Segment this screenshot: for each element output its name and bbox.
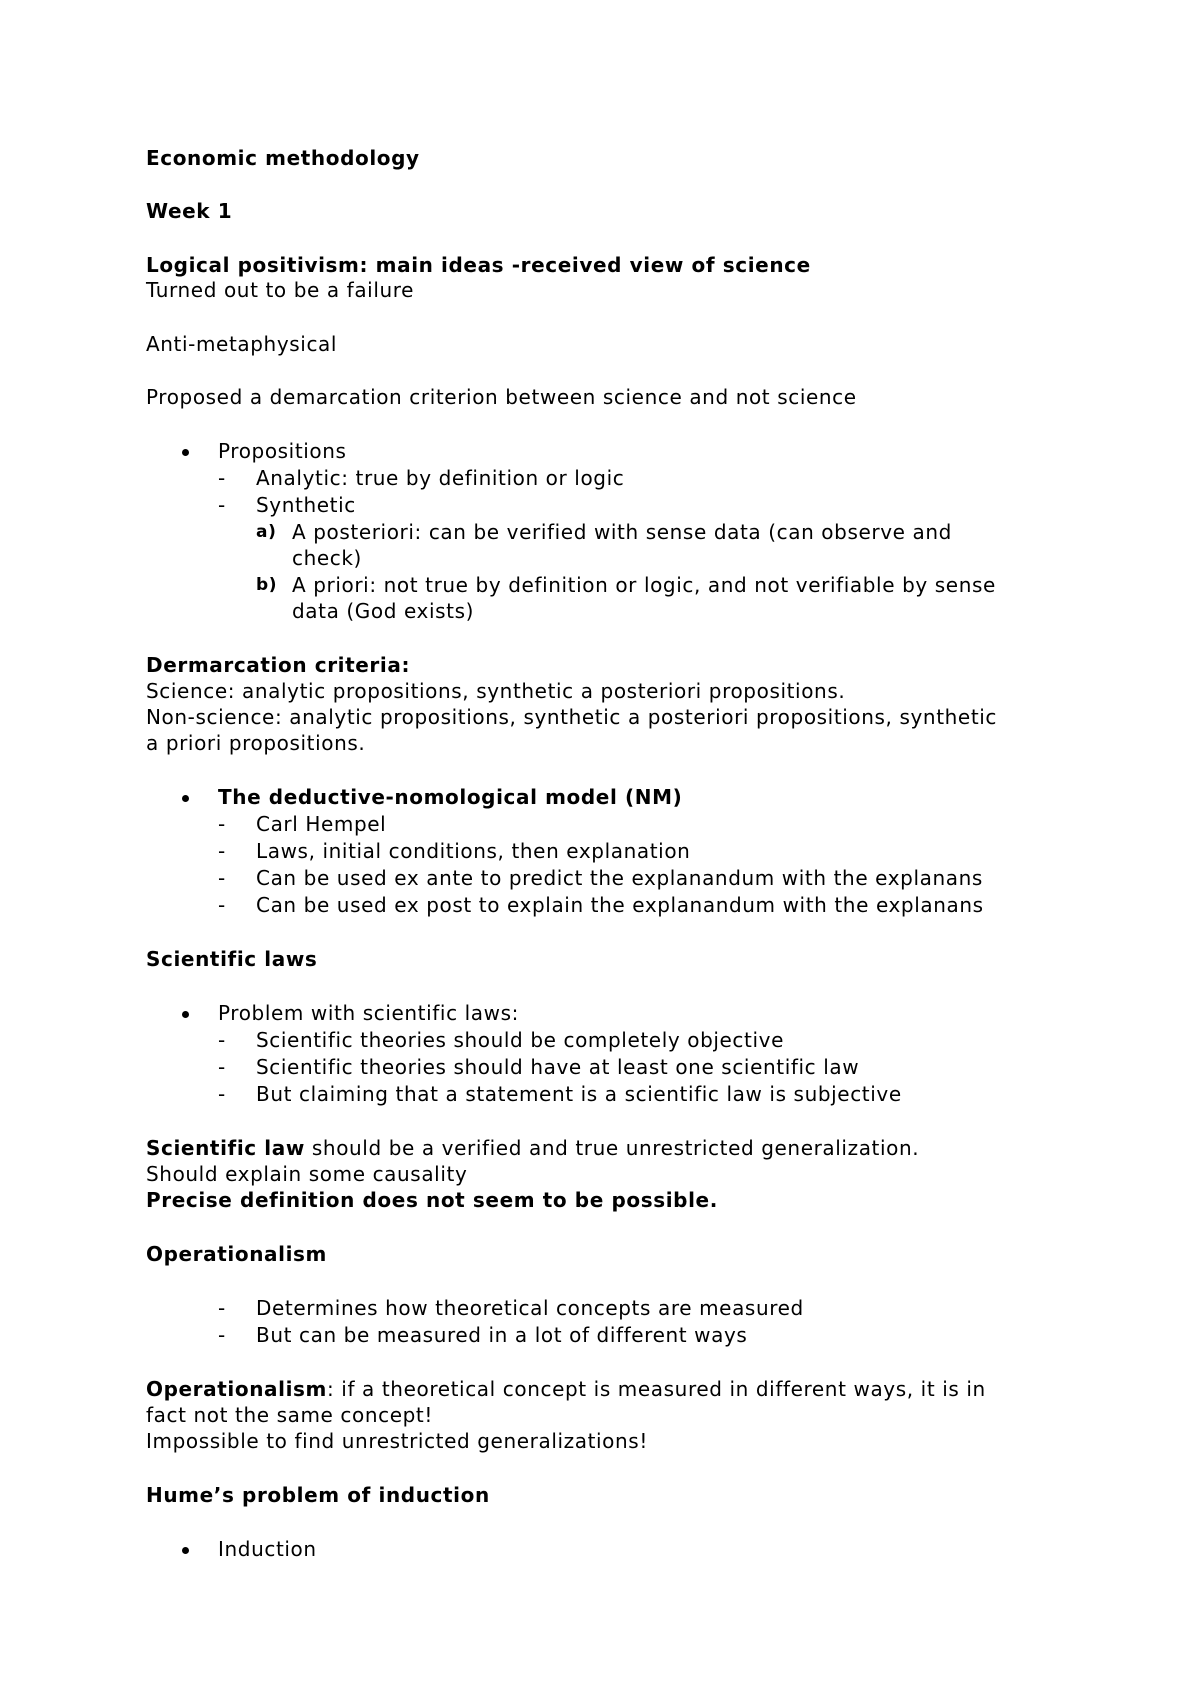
dash-text: Analytic: true by definition or logic xyxy=(256,466,625,490)
dash-text: Laws, initial conditions, then explanation xyxy=(256,839,691,863)
paragraph-text: Science: analytic propositions, synthetic a posteriori propositions. xyxy=(146,679,846,703)
bullet-icon xyxy=(182,1547,189,1554)
dash-icon: - xyxy=(218,812,226,836)
dash-text: But can be measured in a lot of different ways xyxy=(256,1323,748,1347)
lettered-text: A priori: not true by definition or logic, and not verifiable by sense xyxy=(292,573,996,597)
lettered-text: A posteriori: can be verified with sense data (can observe and xyxy=(292,520,952,544)
dash-text: Scientific theories should have at least one scientific law xyxy=(256,1055,860,1079)
paragraph-text: Anti-metaphysical xyxy=(146,332,338,356)
doc-title: Economic methodology xyxy=(146,146,420,170)
paragraph-text: Turned out to be a failure xyxy=(146,278,415,302)
dash-text: Synthetic xyxy=(256,493,356,517)
hume-heading: Hume’s problem of induction xyxy=(146,1483,490,1507)
paragraph-text: Impossible to find unrestricted generalizations! xyxy=(146,1429,648,1453)
definition-text: : if a theoretical concept is measured in different ways, it is in xyxy=(327,1377,986,1401)
letter-marker: b) xyxy=(256,575,278,595)
logical-positivism-heading: Logical positivism: main ideas -received view of science xyxy=(146,253,811,277)
paragraph-text: a priori propositions. xyxy=(146,731,366,755)
definition-term: Operationalism xyxy=(146,1377,327,1401)
dash-text: Determines how theoretical concepts are measured xyxy=(256,1296,804,1320)
bullet-text: Induction xyxy=(218,1537,317,1561)
dash-text: Can be used ex ante to predict the explanandum with the explanans xyxy=(256,866,983,890)
dash-text: But claiming that a statement is a scientific law is subjective xyxy=(256,1082,902,1106)
bullet-icon xyxy=(182,449,189,456)
dash-icon: - xyxy=(218,1028,226,1052)
paragraph-bold: Precise definition does not seem to be possible. xyxy=(146,1188,718,1212)
operationalism-definition xyxy=(146,1376,986,1402)
definition-text: should be a verified and true unrestricted generalization. xyxy=(304,1136,920,1160)
paragraph-text: fact not the same concept! xyxy=(146,1403,433,1427)
dash-text: Scientific theories should be completely objective xyxy=(256,1028,784,1052)
dash-icon: - xyxy=(218,1055,226,1079)
bullet-text: Propositions xyxy=(218,439,347,463)
bullet-icon xyxy=(182,795,189,802)
dash-text: Can be used ex post to explain the explanandum with the explanans xyxy=(256,893,984,917)
lettered-text: data (God exists) xyxy=(292,599,475,623)
dash-icon: - xyxy=(218,1082,226,1106)
scientific-laws-heading: Scientific laws xyxy=(146,947,318,971)
demarcation-heading: Dermarcation criteria: xyxy=(146,653,411,677)
dash-text: Carl Hempel xyxy=(256,812,387,836)
week-heading: Week 1 xyxy=(146,199,233,223)
dash-icon: - xyxy=(218,866,226,890)
dash-icon: - xyxy=(218,493,226,517)
lettered-text: check) xyxy=(292,546,362,570)
bullet-text: The deductive-nomological model (NM) xyxy=(218,785,683,809)
bullet-icon xyxy=(182,1011,189,1018)
dash-icon: - xyxy=(218,839,226,863)
paragraph-text: Proposed a demarcation criterion between science and not science xyxy=(146,385,857,409)
dash-icon: - xyxy=(218,1296,226,1320)
dash-icon: - xyxy=(218,893,226,917)
dash-icon: - xyxy=(218,1323,226,1347)
letter-marker: a) xyxy=(256,522,277,542)
paragraph-text: Non-science: analytic propositions, synthetic a posteriori propositions, synthetic xyxy=(146,705,998,729)
definition-term: Scientific law xyxy=(146,1136,305,1160)
operationalism-heading: Operationalism xyxy=(146,1242,327,1266)
bullet-text: Problem with scientific laws: xyxy=(218,1001,519,1025)
paragraph-text: Should explain some causality xyxy=(146,1162,468,1186)
dash-icon: - xyxy=(218,466,226,490)
scientific-law-definition xyxy=(146,1135,919,1161)
